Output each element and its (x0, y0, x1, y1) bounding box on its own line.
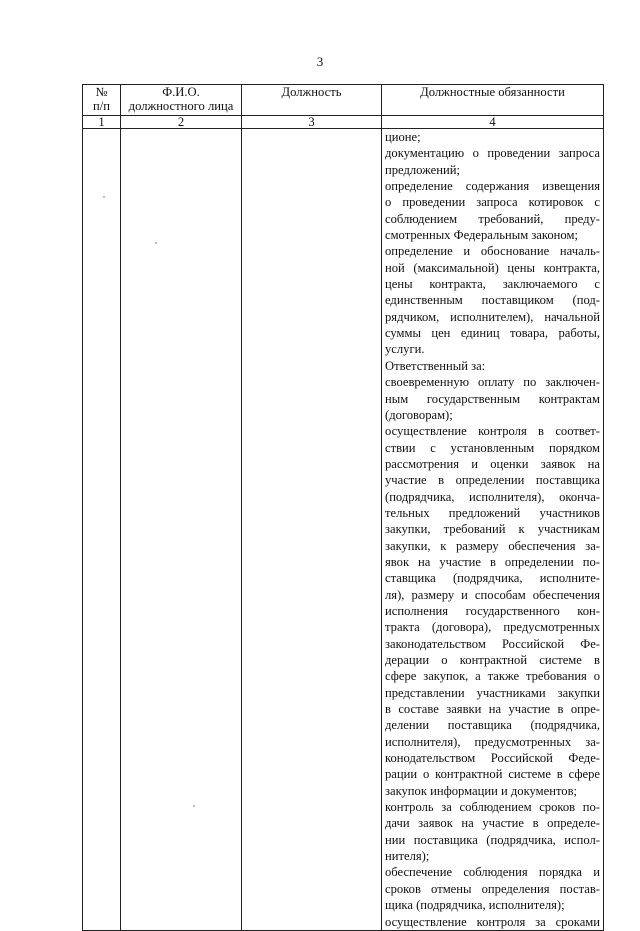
duty-line: тельных предложений участников (385, 505, 600, 520)
scan-speck (103, 196, 105, 198)
duty-line: определение содержания извещения (385, 179, 600, 194)
duty-line: нии поставщика (подрядчика, испол- (385, 832, 600, 847)
column-number: 1 (83, 116, 121, 129)
duty-line: смотренных Федеральным законом; (385, 228, 578, 243)
duty-line: нителя); (385, 849, 430, 864)
column-number: 4 (382, 116, 604, 129)
duty-line: рядчиком, исполнителем), начальной (385, 309, 600, 324)
duty-line: явок на участие в определении по- (385, 554, 600, 569)
duty-line: предложений; (385, 162, 460, 177)
duty-line: ным государственным контрактам (385, 391, 600, 406)
duty-line: единственным поставщиком (под- (385, 293, 600, 308)
scan-speck (193, 805, 195, 807)
duty-line: дерации о контрактной системе в (385, 653, 600, 667)
duty-line: Ответственный за: (385, 358, 486, 373)
duty-line: своевременную оплату по заключен- (385, 375, 600, 390)
full-name-cell (121, 129, 242, 931)
duty-line: закупок информации и документов; (385, 783, 578, 798)
duty-line: обеспечение соблюдения порядка и (385, 865, 600, 880)
header-number-text: № п/п (93, 85, 110, 113)
duties-cell (382, 129, 604, 931)
duty-line: (подрядчика, исполнителя), оконча- (385, 489, 600, 504)
duty-line: сфере закупок, а также требования о (385, 669, 600, 684)
duty-line: исполнения государственного кон- (385, 603, 600, 618)
table-header-row (83, 85, 604, 116)
duty-line: суммы цен единиц товара, работы, (385, 326, 600, 341)
duty-line: о проведении запроса котировок с (385, 195, 600, 210)
duty-line: ля), размеру и способам обеспечения (385, 587, 600, 602)
page-number: 3 (316, 54, 324, 69)
duty-line: участие в определении поставщика (385, 473, 600, 488)
duty-line: закупки, требований к участникам (385, 522, 600, 537)
duty-line: документацию о проведении запроса (385, 146, 600, 161)
duty-line: осуществление контроля в соответ- (385, 424, 600, 439)
header-position (242, 85, 382, 116)
duty-line: в составе заявки на участие в опре- (385, 702, 600, 717)
duty-line: услуги. (385, 342, 425, 357)
column-number-row (83, 116, 604, 129)
table-row (83, 129, 604, 931)
duty-line: законодательством Российской Фе- (385, 636, 600, 651)
duties-table (82, 84, 604, 931)
duty-line: ционе; (385, 130, 421, 144)
header-full-name (121, 85, 242, 116)
header-number (83, 85, 121, 116)
duty-line: контроль за соблюдением сроков по- (385, 800, 600, 815)
column-number: 3 (242, 116, 382, 129)
header-position-text: Должность (281, 85, 342, 99)
duties-text (382, 129, 603, 930)
duty-line: ставщика (подрядчика, исполните- (385, 571, 600, 586)
duty-line: ствии с установленным порядком (385, 440, 600, 455)
duty-line: конодательством Российской Феде- (385, 751, 600, 766)
duty-line: закупки, к размеру обеспечения за- (385, 538, 600, 553)
header-duties (382, 85, 604, 116)
duty-line: щика (подрядчика, исполнителя); (385, 898, 565, 913)
position-cell (242, 129, 382, 931)
duty-line: тракта (договора), предусмотренных (385, 620, 600, 635)
header-duties-text: Должностные обязанности (420, 85, 565, 99)
duty-line: рассмотрения и оценки заявок на (385, 456, 600, 471)
duty-line: (договорам); (385, 407, 453, 422)
duty-line: соблюдением требований, преду- (385, 211, 600, 226)
duty-line: дачи заявок на участие в определе- (385, 816, 600, 831)
header-full-name-text: Ф.И.О. должностного лица (128, 85, 234, 113)
duty-line: цены контракта, заключаемого с (385, 277, 600, 292)
scan-speck (155, 242, 157, 244)
column-number: 2 (121, 116, 242, 129)
duty-line: сроков отмены определения постав- (385, 881, 600, 896)
duty-line: ной (максимальной) цены контракта, (385, 260, 600, 275)
number-cell (83, 129, 121, 931)
duty-line: делении поставщика (подрядчика, (385, 718, 600, 733)
duty-line: определение и обоснование началь- (385, 244, 600, 259)
duty-line: осуществление контроля за сроками (385, 914, 600, 929)
duty-line: рации о контрактной системе в сфере (385, 767, 600, 782)
duty-line: исполнителя), предусмотренных за- (385, 734, 600, 749)
duty-line: представлении участниками закупки (385, 685, 600, 700)
